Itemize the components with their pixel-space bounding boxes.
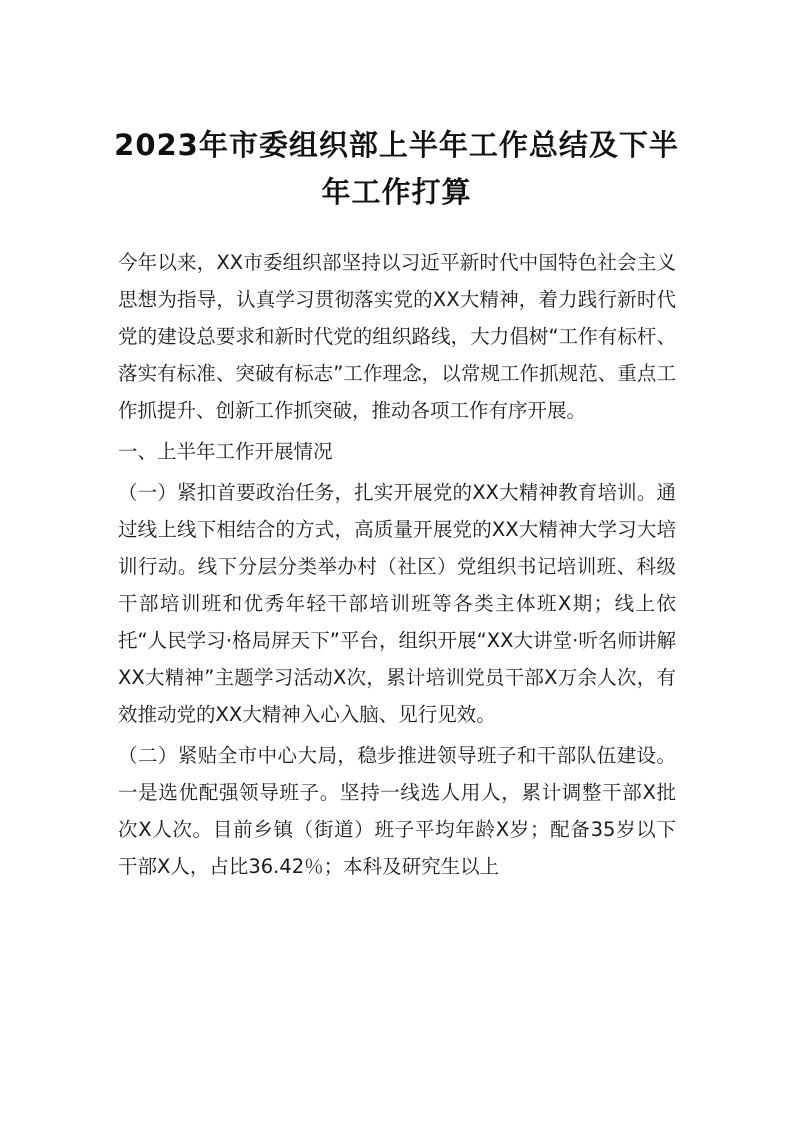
document-body bbox=[118, 244, 676, 885]
section-paragraph-2: （二）紧贴全市中心大局，稳步推进领导班子和干部队伍建设。一是选优配强领导班子。坚持一线选人用人，累计调整干部X批次X人次。目前乡镇（街道）班子平均年龄X岁；配备35岁以下干部X人，占比36.42％；本科及研究生以上 bbox=[118, 744, 676, 878]
document-title-line-1: 2023年市委组织部上半年工作总结及下半 bbox=[114, 128, 679, 162]
section-paragraph-1: （一）紧扣首要政治任务，扎实开展党的XX大精神教育培训。通过线上线下相结合的方式，高质量开展党的XX大精神大学习大培训行动。线下分层分类举办村（社区）党组织书记培训班、科级干部培训班和优秀年轻干部培训班等各类主体班X期；线上依托“人民学习·格局屏天下”平台，组织开展“XX大讲堂·听名师讲解XX大精神”主题学习活动X次，累计培训党员干部X万余人次，有效推动党的XX大精神入心入脑、见行见效。 bbox=[118, 481, 676, 726]
intro-paragraph: 今年以来，XX市委组织部坚持以习近平新时代中国特色社会主义思想为指导，认真学习贯彻落实党的XX大精神，着力践行新时代党的建设总要求和新时代党的组织路线，大力倡树“工作有标杆、落实有标准、突破有标志”工作理念，以常规工作抓规范、重点工作抓提升、创新工作抓突破，推动各项工作有序开展。 bbox=[118, 251, 676, 422]
section-heading: 一、上半年工作开展情况 bbox=[118, 440, 333, 463]
document-title-line-2: 年工作打算 bbox=[321, 175, 472, 209]
